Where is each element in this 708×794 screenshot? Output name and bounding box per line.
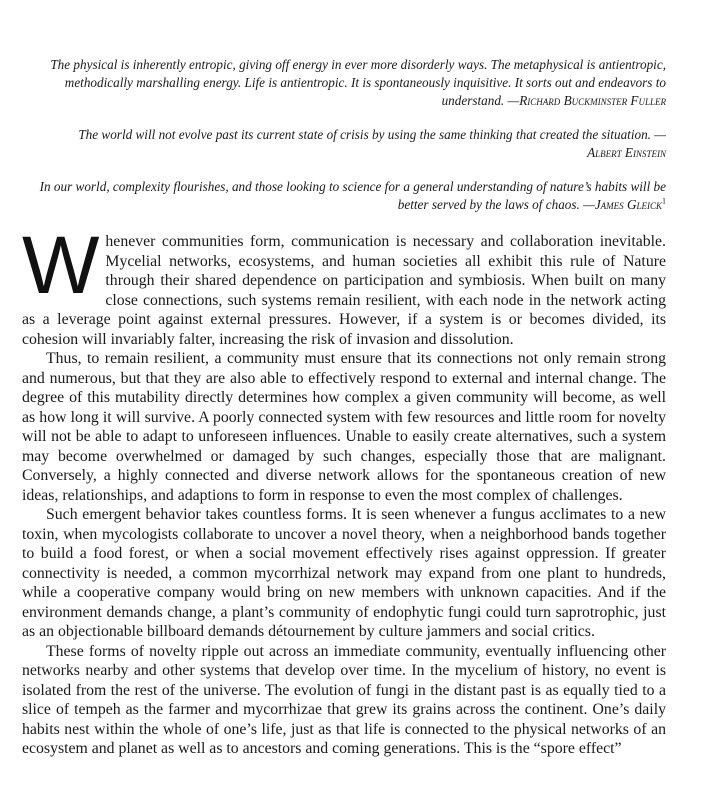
epigraph-attribution: Richard Buckminster Fuller [519, 93, 666, 108]
epigraph-text: The physical is inherently entropic, giving off energy in ever more disorderly ways. The metaphysical is antientropic, methodically marshalling energy. Life is antientropic. It is spontaneously inquisitive. It sorts out and endeavors to understand. — [50, 57, 666, 108]
epigraph-attribution: Albert Einstein [587, 145, 666, 160]
body-paragraph-1 [22, 220, 666, 349]
paragraph-text: henever communities form, communication is necessary and collaboration inevitable. Mycelial networks, ecosystems, and human societies all exhibit this rule of Nature through their shared dependence on participation and symbiosis. When built on many close connections, such systems remain resilient, with each node in the network acting as a leverage point against external pressures. However, if a system is or becomes divided, its cohesion will invariably falter, increasing the risk of invasion and dissolution. [22, 233, 666, 348]
epigraph-text: The world will not evolve past its current state of crisis by using the same thinking that created the situation. — [78, 127, 666, 142]
book-page [22, 56, 666, 759]
body-paragraph-3: Such emergent behavior takes countless forms. It is seen whenever a fungus acclimates to a new toxin, when mycologists collaborate to uncover a novel theory, when a neighborhood bands together to build a food forest, or when a social movement effectively rises against oppression. If greater connectivity is needed, a common mycorrhizal network may expand from one plant to hundreds, while a cooperative company would bring on new members with unknown capacities. And if the environment demands change, a plant’s community of endophytic fungi could turn saprotrophic, just as an objectionable billboard demands détournement by culture jammers and social critics. [22, 506, 666, 640]
drop-cap: W [22, 220, 100, 311]
epigraph-fuller [22, 56, 666, 110]
epigraph-gleick [22, 178, 666, 214]
epigraph-einstein [22, 126, 666, 162]
chapter-body [22, 220, 666, 759]
epigraph-text: In our world, complexity flourishes, and those looking to science for a general understanding of nature’s habits will be better served by the laws of chaos. — [39, 179, 666, 212]
epigraph-attribution [595, 197, 666, 212]
epigraph-attribution-name: James Gleick [594, 197, 662, 212]
body-paragraph-4: These forms of novelty ripple out across an immediate community, eventually influencing other networks nearby and other systems that develop over time. In the mycelium of history, no event is isolated from the rest of the universe. The evolution of fungi in the distant past is as equally tied to a slice of tempeh as the farmer and mycorrhizae that grew its grains across the continent. One’s daily habits nest within the whole of one’s life, just as that life is connected to the physical networks of an ecosystem and planet as well as to ancestors and coming generations. This is the “spore effect” [22, 642, 666, 757]
epigraph-block [22, 56, 666, 214]
body-paragraph-2: Thus, to remain resilient, a community must ensure that its connections not only remain strong and numerous, but that they are also able to effectively respond to external and internal change. The degree of this mutability directly determines how complex a given community will become, as well as how long it will survive. A poorly connected system with few resources and little room for novelty will not be able to adapt to unforeseen influences. Unable to easily create alternatives, such a system may become overwhelmed or damaged by such changes, especially those that are malignant. Conversely, a highly connected and diverse network allows for the spontaneous creation of new ideas, relationships, and adaptions to form in response to even the most complex of challenges. [22, 350, 666, 504]
footnote-marker: 1 [662, 196, 666, 206]
